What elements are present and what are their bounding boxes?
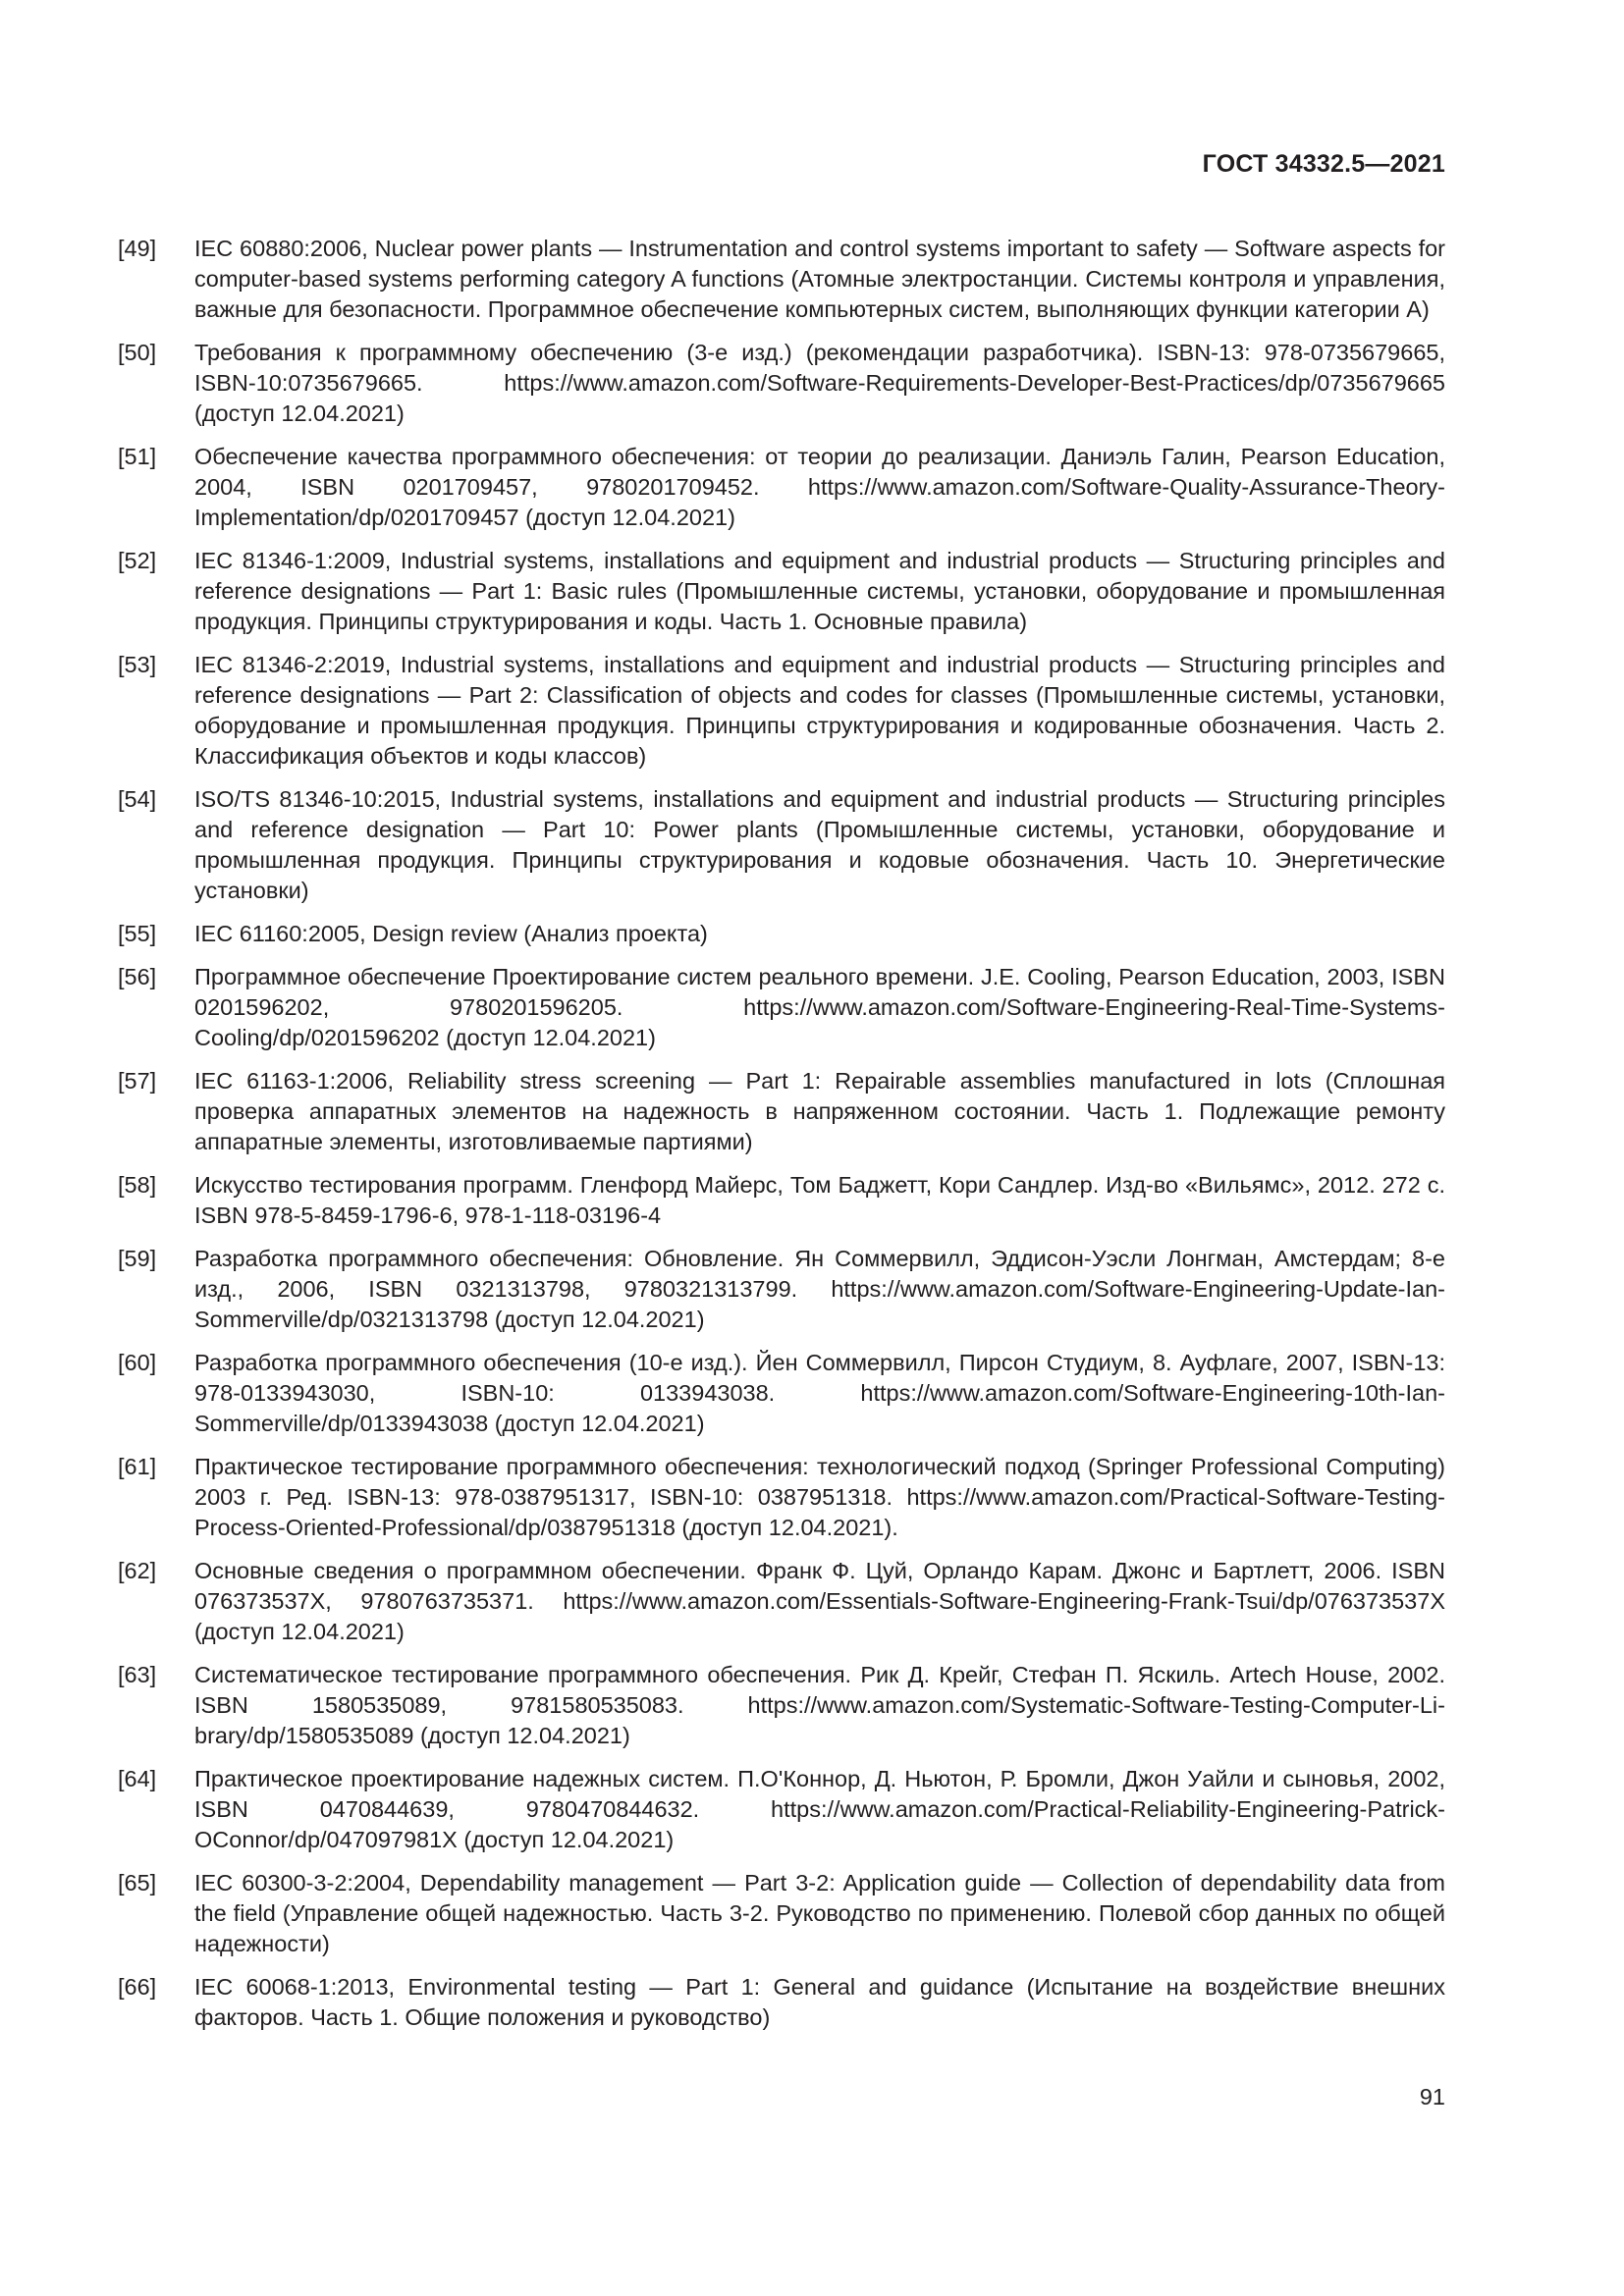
- document-code: ГОСТ 34332.5—2021: [1202, 150, 1445, 178]
- reference-text: Требования к программному обеспечению (3-е изд.) (рекомендации разработчика). ISBN-13: 978-0735679665, ISBN-10:0735679665. https://www.amazon.com/Software-Requirements-Developer-Best-Practices/dp/0735679665 (доступ 12.04.2021): [194, 340, 1445, 426]
- reference-item: [118, 546, 1445, 637]
- reference-text: ISO/TS 81346-10:2015, Industrial systems, installations and equipment and industrial products — Structuring principles and reference designation — Part 10: Power plants (Промышленные системы, установки, оборудование и промышленная продукция. Принципы структурирования и кодовые обозначения. Часть 10. Энергетические установки): [194, 786, 1445, 903]
- reference-item: [118, 784, 1445, 906]
- reference-number: [51]: [118, 444, 157, 469]
- reference-number: [59]: [118, 1246, 157, 1271]
- reference-text: IEC 60880:2006, Nuclear power plants — Instrumentation and control systems important to safety — Software aspects for computer-based systems performing category A functions (Атомные электростанции. Системы контроля и управления, важные для безопасности. Программное обеспечение компьютерных систем, выполняющих функции категории А): [194, 236, 1445, 322]
- reference-text: Разработка программного обеспечения (10-е изд.). Йен Соммервилл, Пирсон Студиум, 8. Ауфлаге, 2007, ISBN-13: 978-0133943030, ISBN-10: 0133943038. https://www.amazon.com/Software-Engineering-10th-Ian-Sommerville/dp/0133943038 (доступ 12.04.2021): [194, 1350, 1445, 1436]
- reference-list: [118, 234, 1445, 2046]
- reference-text: Систематическое тестирование программного обеспечения. Рик Д. Крейг, Стефан П. Яскиль. Artech House, 2002. ISBN 1580535089, 9781580535083. https://www.amazon.com/Systematic-Software-Testing-Computer-Library/dp/1580535089 (доступ 12.04.2021): [194, 1662, 1445, 1748]
- reference-number: [57]: [118, 1068, 157, 1094]
- reference-number: [54]: [118, 786, 157, 812]
- reference-text: Практическое тестирование программного обеспечения: технологический подход (Springer Professional Computing) 2003 г. Ред. ISBN-13: 978-0387951317, ISBN-10: 0387951318. https://www.amazon.com/Practical-Software-Testing-Process-Oriented-Professional/dp/0387951318 (доступ 12.04.2021).: [194, 1454, 1445, 1540]
- reference-item: [118, 338, 1445, 429]
- reference-item: [118, 962, 1445, 1053]
- page-number: 91: [1419, 2084, 1445, 2109]
- reference-number: [52]: [118, 548, 157, 573]
- reference-text: Искусство тестирования программ. Гленфорд Майерс, Том Баджетт, Кори Сандлер. Изд-во «Вильямс», 2012. 272 с. ISBN 978-5-8459-1796-6, 978-1-118-03196-4: [194, 1172, 1445, 1228]
- reference-number: [60]: [118, 1350, 157, 1375]
- reference-item: [118, 1972, 1445, 2033]
- reference-text: IEC 61163-1:2006, Reliability stress screening — Part 1: Repairable assemblies manufactured in lots (Сплошная проверка аппаратных элементов на надежность в напряженном состоянии. Часть 1. Подлежащие ремонту аппаратные элементы, изготовливаемые партиями): [194, 1068, 1445, 1154]
- reference-item: [118, 1556, 1445, 1647]
- reference-number: [58]: [118, 1172, 157, 1198]
- reference-number: [64]: [118, 1766, 157, 1791]
- reference-item: [118, 650, 1445, 772]
- reference-number: [49]: [118, 236, 157, 261]
- reference-number: [55]: [118, 921, 157, 946]
- reference-text: IEC 61160:2005, Design review (Анализ проекта): [194, 921, 708, 946]
- reference-text: IEC 60068-1:2013, Environmental testing — Part 1: General and guidance (Испытание на воздействие внешних факторов. Часть 1. Общие положения и руководство): [194, 1974, 1445, 2030]
- reference-item: [118, 1244, 1445, 1335]
- reference-text: Программное обеспечение Проектирование систем реального времени. J.E. Cooling, Pearson Education, 2003, ISBN 0201596202, 9780201596205. https://www.amazon.com/Software-Engineering-Real-Time-Systems-Cooling/dp/0201596202 (доступ 12.04.2021): [194, 964, 1445, 1050]
- reference-number: [53]: [118, 652, 157, 677]
- reference-number: [56]: [118, 964, 157, 989]
- reference-text: IEC 60300-3-2:2004, Dependability management — Part 3-2: Application guide — Collection of dependability data from the field (Управление общей надежностью. Часть 3-2. Руководство по применению. Полевой сбор данных по общей надежности): [194, 1870, 1445, 1956]
- reference-item: [118, 1868, 1445, 1959]
- reference-number: [66]: [118, 1974, 157, 2000]
- reference-text: IEC 81346-1:2009, Industrial systems, installations and equipment and industrial products — Structuring principles and reference designations — Part 1: Basic rules (Промышленные системы, установки, оборудование и промышленная продукция. Принципы структурирования и коды. Часть 1. Основные правила): [194, 548, 1445, 634]
- reference-text: IEC 81346-2:2019, Industrial systems, installations and equipment and industrial products — Structuring principles and reference designations — Part 2: Classification of objects and codes for classes (Промышленные системы, установки, оборудование и промышленная продукция. Принципы структурирования и кодированные обозначения. Часть 2. Классификация объектов и коды классов): [194, 652, 1445, 769]
- reference-text: Основные сведения о программном обеспечении. Франк Ф. Цуй, Орландо Карам. Джонс и Бартлетт, 2006. ISBN 076373537X, 9780763735371. https://www.amazon.com/Essentials-Software-Engineering-Frank-Tsui/dp/076373537X (доступ 12.04.2021): [194, 1558, 1445, 1644]
- reference-item: [118, 1660, 1445, 1751]
- reference-number: [65]: [118, 1870, 157, 1896]
- reference-text: Обеспечение качества программного обеспечения: от теории до реализации. Даниэль Галин, Pearson Education, 2004, ISBN 0201709457, 9780201709452. https://www.amazon.com/Software-Quality-Assurance-Theory-Implementation/dp/0201709457 (доступ 12.04.2021): [194, 444, 1445, 530]
- reference-item: [118, 234, 1445, 325]
- reference-item: [118, 1764, 1445, 1855]
- reference-item: [118, 1066, 1445, 1157]
- reference-item: [118, 1348, 1445, 1439]
- reference-number: [50]: [118, 340, 157, 365]
- reference-item: [118, 442, 1445, 533]
- reference-number: [62]: [118, 1558, 157, 1583]
- reference-text: Разработка программного обеспечения: Обновление. Ян Соммервилл, Эддисон-Уэсли Лонгман, Амстердам; 8-е изд., 2006, ISBN 0321313798, 9780321313799. https://www.amazon.com/Software-Engineering-Update-Ian-Sommerville/dp/0321313798 (доступ 12.04.2021): [194, 1246, 1445, 1332]
- reference-text: Практическое проектирование надежных систем. П.О'Коннор, Д. Ньютон, Р. Бромли, Джон Уайли и сыновья, 2002, ISBN 0470844639, 9780470844632. https://www.amazon.com/Practical-Reliability-Engineering-Patrick-OConnor/dp/047097981X (доступ 12.04.2021): [194, 1766, 1445, 1852]
- reference-item: [118, 1452, 1445, 1543]
- reference-number: [61]: [118, 1454, 157, 1479]
- reference-number: [63]: [118, 1662, 157, 1687]
- reference-item: [118, 1170, 1445, 1231]
- reference-item: [118, 919, 1445, 949]
